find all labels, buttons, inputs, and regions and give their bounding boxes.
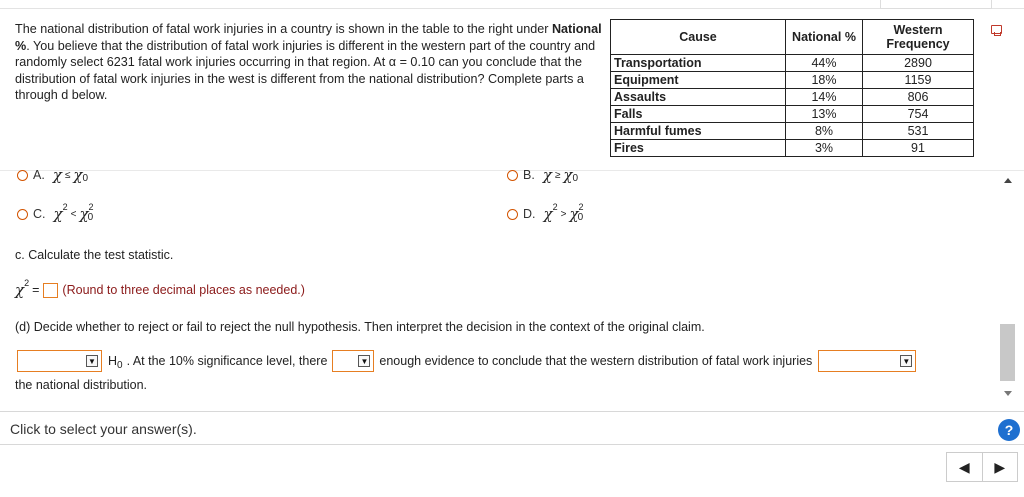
h-subscript: 0 <box>117 360 123 371</box>
chi-symbol: χ <box>563 166 573 184</box>
table-row <box>611 106 974 123</box>
chi-symbol: χ <box>15 281 25 299</box>
cell-national: 14% <box>786 89 863 106</box>
option-c[interactable] <box>17 202 94 223</box>
relation: ≥ <box>554 169 561 181</box>
cell-freq: 91 <box>863 140 974 157</box>
chi-symbol: χ <box>543 205 553 223</box>
superscript: 2 <box>24 278 30 288</box>
cell-national: 13% <box>786 106 863 123</box>
click-instruction: Click to select your answer(s). <box>10 421 197 437</box>
dropdown-arrow-icon[interactable]: ▼ <box>86 355 98 367</box>
table-row <box>611 72 974 89</box>
cell-cause: Fires <box>611 140 786 157</box>
navigation <box>946 452 1018 482</box>
chi-symbol: χ <box>79 205 89 223</box>
top-divider <box>0 8 1024 9</box>
option-d[interactable] <box>507 202 584 223</box>
prev-button[interactable]: ◀ <box>947 453 983 481</box>
superscript: 2 <box>62 202 68 212</box>
chi-symbol: χ <box>53 205 63 223</box>
null-hypothesis <box>108 354 123 371</box>
chi-symbol: χ <box>542 166 552 184</box>
part-d-text-2: enough evidence to conclude that the western distribution of fatal work injuries <box>379 354 813 368</box>
col-cause: Cause <box>611 20 786 55</box>
test-statistic-input[interactable] <box>43 283 58 298</box>
radio-b[interactable] <box>507 170 518 181</box>
footer-divider <box>0 411 1024 412</box>
cell-freq: 1159 <box>863 72 974 89</box>
test-statistic-row <box>15 278 305 299</box>
help-icon[interactable]: ? <box>998 419 1020 441</box>
table-header-row <box>611 20 974 55</box>
copy-data-icon[interactable] <box>991 25 1002 34</box>
superscript: 2 <box>578 202 584 212</box>
radio-a[interactable] <box>17 170 28 181</box>
chi-symbol: χ <box>569 205 579 223</box>
cell-cause: Transportation <box>611 55 786 72</box>
cell-freq: 2890 <box>863 55 974 72</box>
radio-d[interactable] <box>507 209 518 220</box>
cell-freq: 531 <box>863 123 974 140</box>
injury-table <box>610 19 974 157</box>
part-c-label: c. Calculate the test statistic. <box>15 248 174 262</box>
cell-cause: Falls <box>611 106 786 123</box>
relation: < <box>70 208 77 220</box>
option-b[interactable] <box>507 166 578 184</box>
chi-symbol: χ <box>52 166 62 184</box>
problem-bold: National % <box>15 22 602 53</box>
option-a[interactable] <box>17 166 88 184</box>
footer-divider-2 <box>0 444 1024 445</box>
table-row <box>611 123 974 140</box>
evidence-dropdown[interactable] <box>332 350 374 372</box>
option-c-label: C. <box>33 207 46 221</box>
table-row <box>611 55 974 72</box>
part-d-row <box>17 350 916 372</box>
equals-sign: = <box>32 283 40 297</box>
decision-dropdown[interactable] <box>17 350 102 372</box>
part-d-text-1: . At the 10% significance level, there <box>126 354 328 368</box>
superscript: 2 <box>552 202 558 212</box>
option-b-label: B. <box>523 168 535 182</box>
superscript: 2 <box>88 202 94 212</box>
problem-statement <box>15 21 607 104</box>
subscript: 0 <box>87 211 94 223</box>
cell-cause: Harmful fumes <box>611 123 786 140</box>
scroll-thumb[interactable] <box>1000 324 1015 381</box>
cell-national: 18% <box>786 72 863 89</box>
subscript: 0 <box>82 172 89 184</box>
option-a-label: A. <box>33 168 45 182</box>
radio-c[interactable] <box>17 209 28 220</box>
comparison-dropdown[interactable] <box>818 350 916 372</box>
cell-national: 3% <box>786 140 863 157</box>
scroll-up-icon[interactable] <box>1004 178 1012 183</box>
col-western: Western Frequency <box>863 20 974 55</box>
cell-national: 8% <box>786 123 863 140</box>
part-d-line2: the national distribution. <box>15 378 148 392</box>
relation: ≤ <box>64 169 71 181</box>
cell-national: 44% <box>786 55 863 72</box>
option-d-label: D. <box>523 207 536 221</box>
scroll-down-icon[interactable] <box>1004 391 1012 396</box>
cell-cause: Assaults <box>611 89 786 106</box>
next-button[interactable]: ▶ <box>994 458 1006 475</box>
subscript: 0 <box>577 211 584 223</box>
cell-freq: 806 <box>863 89 974 106</box>
table-row <box>611 89 974 106</box>
col-national: National % <box>786 20 863 55</box>
problem-text-2: . You believe that the distribution of fatal work injuries is different in the western part of the country and randomly select 6231 fatal work injuries occurring in that region. At α = 0.10 can you conclude that the distribution of fatal work injuries in the west is different from the national distribution? Complete parts a through d below. <box>15 38 596 102</box>
top-tab <box>880 0 992 9</box>
chi-symbol: χ <box>73 166 83 184</box>
problem-text-1: The national distribution of fatal work injuries in a country is shown in the table to the right under <box>15 22 552 36</box>
part-d-label: (d) Decide whether to reject or fail to reject the null hypothesis. Then interpret the decision in the context of the original claim. <box>15 320 705 334</box>
round-note: (Round to three decimal places as needed.) <box>62 283 305 297</box>
dropdown-arrow-icon[interactable]: ▼ <box>358 355 370 367</box>
cell-cause: Equipment <box>611 72 786 89</box>
subscript: 0 <box>572 172 579 184</box>
dropdown-arrow-icon[interactable]: ▼ <box>900 355 912 367</box>
scrollbar[interactable] <box>997 172 1021 400</box>
cell-freq: 754 <box>863 106 974 123</box>
h-symbol: H <box>108 354 118 368</box>
relation: > <box>560 208 567 220</box>
table-row <box>611 140 974 157</box>
